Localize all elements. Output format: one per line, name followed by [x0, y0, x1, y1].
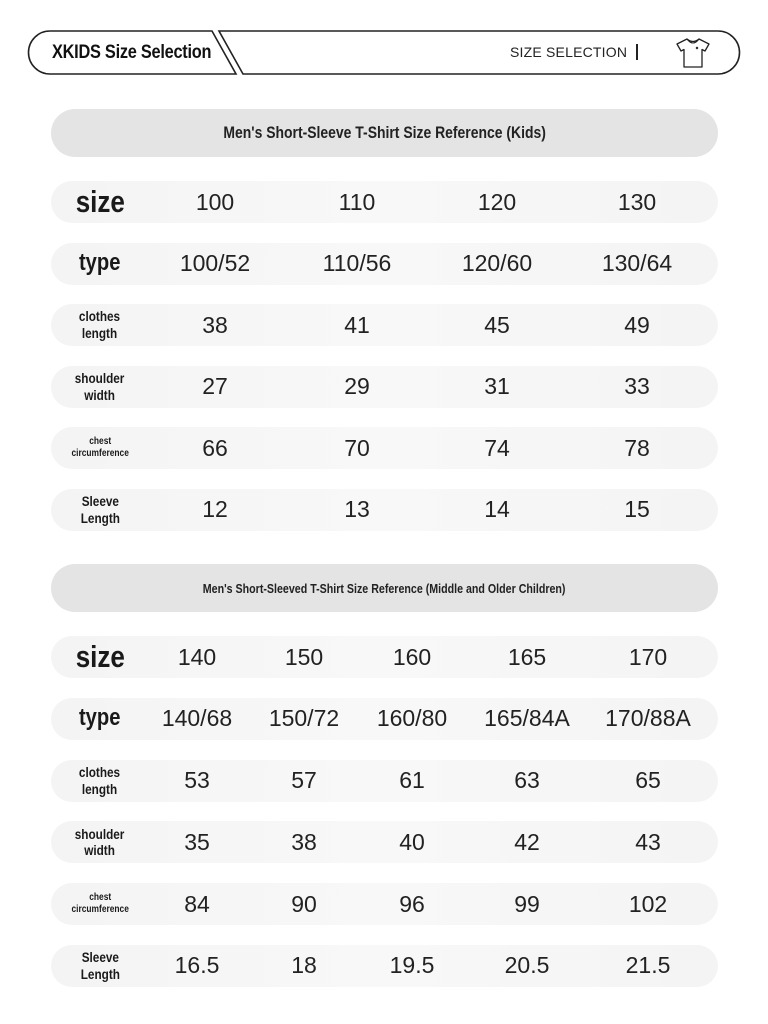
- table-cell: 49: [624, 311, 650, 338]
- table-cell: 45: [484, 311, 510, 338]
- table-cell: 170/88A: [605, 705, 691, 732]
- table-cell: 41: [344, 311, 370, 338]
- table-cell: 65: [635, 767, 661, 794]
- table-cell: 100: [195, 188, 235, 215]
- table-row-sleeve-length: [51, 489, 718, 531]
- row-label: [51, 304, 149, 346]
- table-cell: 57: [291, 767, 317, 794]
- row-label: [51, 698, 149, 740]
- table-cell: 140/68: [161, 705, 233, 732]
- header: [0, 0, 768, 90]
- table-cell: 14: [484, 496, 510, 523]
- table-row-chest-circumference: [51, 883, 718, 925]
- table-cell: 100/52: [179, 250, 251, 277]
- table-cell: 170: [628, 643, 668, 670]
- row-label-text: shoulder width: [75, 369, 125, 403]
- row-label: [51, 181, 149, 223]
- row-label-text: chest circumference: [71, 436, 129, 460]
- section-banner-older-children: [51, 564, 718, 612]
- table-row-size: [51, 181, 718, 223]
- table-cell: 29: [344, 373, 370, 400]
- table-row-shoulder-width: [51, 821, 718, 863]
- table-row-clothes-length: [51, 760, 718, 802]
- table-cell: 74: [484, 434, 510, 461]
- table-cell: 78: [624, 434, 650, 461]
- size-table-older-children: [51, 636, 718, 1007]
- table-cell: 140: [177, 643, 217, 670]
- header-divider: [636, 44, 638, 60]
- table-cell: 165/84A: [484, 705, 570, 732]
- table-cell: 110/56: [322, 250, 392, 277]
- table-cell: 99: [514, 890, 540, 917]
- table-cell: 150: [284, 643, 324, 670]
- table-cell: 21.5: [625, 952, 671, 979]
- row-label: [51, 883, 149, 925]
- table-cell: 42: [514, 828, 540, 855]
- row-label: [51, 945, 149, 987]
- row-label: [51, 821, 149, 863]
- table-cell: 53: [184, 767, 210, 794]
- row-label-text: clothes length: [79, 308, 121, 342]
- table-row-sleeve-length: [51, 945, 718, 987]
- table-cell: 150/72: [268, 705, 340, 732]
- size-selection-label: SIZE SELECTION: [510, 44, 628, 60]
- table-cell: 19.5: [389, 952, 435, 979]
- table-row-size: [51, 636, 718, 678]
- table-cell: 61: [399, 767, 425, 794]
- table-cell: 130/64: [601, 250, 673, 277]
- size-table-kids: [51, 181, 718, 551]
- table-cell: 18: [291, 952, 317, 979]
- row-label-text: size: [75, 639, 125, 675]
- table-cell: 38: [202, 311, 228, 338]
- table-cell: 66: [202, 434, 228, 461]
- row-label: [51, 636, 149, 678]
- section-banner-title: Men's Short-Sleeve T-Shirt Size Reference (Kids): [223, 123, 546, 142]
- table-cell: 35: [184, 828, 210, 855]
- table-cell: 130: [617, 188, 657, 215]
- table-row-chest-circumference: [51, 427, 718, 469]
- section-banner-title: Men's Short-Sleeved T-Shirt Size Reference (Middle and Older Children): [203, 580, 566, 596]
- table-cell: 43: [635, 828, 661, 855]
- row-label-text: clothes length: [79, 763, 121, 797]
- row-label-text: shoulder width: [75, 825, 125, 859]
- table-cell: 160/80: [376, 705, 448, 732]
- row-label: [51, 366, 149, 408]
- section-banner-kids: [51, 109, 718, 157]
- row-label-text: size: [75, 184, 125, 220]
- table-row-shoulder-width: [51, 366, 718, 408]
- table-cell: 63: [514, 767, 540, 794]
- table-cell: 27: [202, 373, 228, 400]
- table-cell: 70: [344, 434, 370, 461]
- row-label: [51, 243, 149, 285]
- row-label-text: chest circumference: [71, 892, 129, 916]
- table-cell: 160: [392, 643, 432, 670]
- table-cell: 96: [399, 890, 425, 917]
- row-label-text: type: [79, 249, 121, 277]
- table-row-clothes-length: [51, 304, 718, 346]
- table-cell: 31: [484, 373, 510, 400]
- table-cell: 84: [184, 890, 210, 917]
- table-cell: 120: [477, 188, 517, 215]
- table-cell: 102: [628, 890, 668, 917]
- table-cell: 38: [291, 828, 317, 855]
- table-cell: 16.5: [174, 952, 220, 979]
- table-cell: 110: [338, 188, 376, 215]
- tshirt-icon: [674, 36, 712, 70]
- row-label: [51, 427, 149, 469]
- row-label-text: Sleeve Length: [80, 493, 120, 526]
- table-cell: 20.5: [504, 952, 550, 979]
- table-cell: 33: [624, 373, 650, 400]
- table-cell: 90: [291, 890, 317, 917]
- table-cell: 120/60: [461, 250, 533, 277]
- table-cell: 13: [344, 496, 370, 523]
- table-row-type: [51, 698, 718, 740]
- row-label: [51, 760, 149, 802]
- table-cell: 165: [507, 643, 547, 670]
- table-row-type: [51, 243, 718, 285]
- brand-title: XKIDS Size Selection: [52, 42, 212, 63]
- table-cell: 15: [624, 496, 650, 523]
- row-label-text: type: [79, 704, 121, 732]
- row-label: [51, 489, 149, 531]
- table-cell: 12: [202, 496, 228, 523]
- table-cell: 40: [399, 828, 425, 855]
- row-label-text: Sleeve Length: [80, 949, 120, 982]
